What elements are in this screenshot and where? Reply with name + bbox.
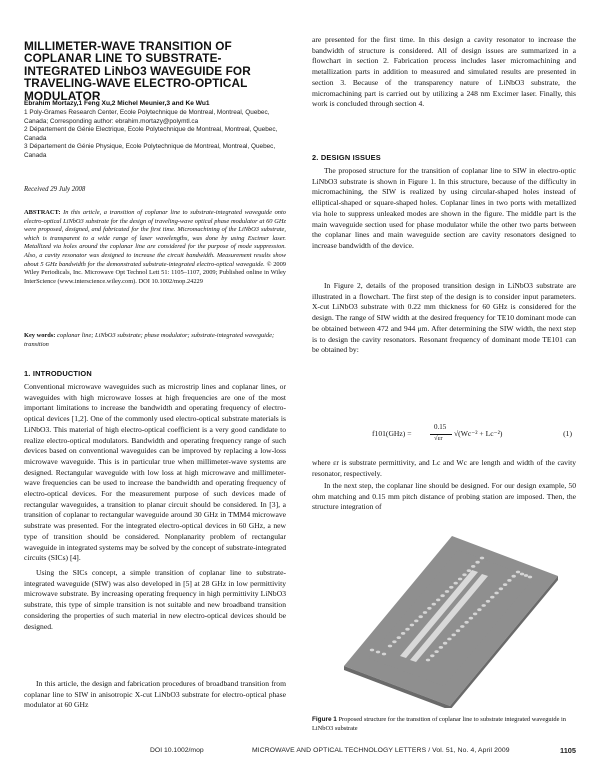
figure-1-caption-text: Proposed structure for the transition of coplanar line to substrate integrated waveguide in LiNbO3 substrate [312, 716, 566, 732]
via-hole [405, 628, 409, 631]
via-hole [432, 603, 436, 606]
via-hole [499, 587, 503, 590]
via-hole [426, 659, 430, 662]
via-hole [388, 645, 392, 648]
design-paragraph-4: In the next step, the coplanar line should be designed. For our design example, 50 ohm matching and 0.15 mm pitch distance of probing station are imposed. Then, the structure integration of [312, 481, 576, 512]
via-hole [469, 617, 473, 620]
equation-rhs: √(Wc⁻² + Lc⁻²) [454, 429, 503, 438]
via-hole [486, 600, 490, 603]
design-paragraph-2: In Figure 2, details of the proposed transition design in LiNbO3 substrate are illustrated in a flowchart. The first step of the design is to consider input parameters. X-cut LiNbO3 substrate with 0.22 mm thickness for 60 GHz is considered for the design. The range of SIW width at the desired frequency for TE10 dominant mode can be obtained between 472 and 944 μm. After determining the SIW width, the next step is to design the cavity resonators. Resonant frequency of dominant mode TE101 can be obtained by: [312, 281, 576, 355]
via-hole [382, 653, 386, 656]
keywords-label: Key words: [24, 332, 56, 339]
via-hole [414, 620, 418, 623]
equation-denominator: √εr [434, 435, 443, 442]
equation-numerator: 0.15 [434, 423, 447, 431]
via-hole [528, 576, 532, 579]
equation-lhs: f101(GHz) = [372, 429, 412, 438]
via-hole [452, 634, 456, 637]
equation-number: (1) [563, 429, 572, 438]
via-hole [507, 579, 511, 582]
via-hole [456, 629, 460, 632]
via-hole [370, 649, 374, 652]
via-hole [524, 574, 528, 577]
via-hole [490, 596, 494, 599]
via-hole [397, 636, 401, 639]
via-hole [520, 573, 524, 576]
via-hole [503, 583, 507, 586]
via-hole [376, 651, 380, 654]
intro-paragraph-1: Conventional microwave waveguides such as microstrip lines and coplanar lines, or waveguides with high microwave losses at high frequencies are one of the most important limitations to increase the bandwidth and operating frequency of electro-optical devices [1,2]. One of the commonly used electro-optical substrate materials is LiNbO3. This material of high electro-optical coefficient is a very good candidate to realize electro-optical modulators. Bandwidth and operating frequency range of such devices based on conventional waveguides can be improved by replacing a low-loss microwave waveguide. This is in particular true when millimeter-wave systems are designed. Rectangular waveguide with low loss at high microwave and millimeter-wave frequencies can be used to increase the bandwidth and operating frequency of electro-optical devices. For the measurement purpose of such devices made of rectangular waveguides, a transition to planar circuit should be considered. In [3], a transition of coplanar to rectangular waveguide around 30 GHz in TMM4 microwave substrate was presented. For the integrated electro-optical devices in 60 GHz, a new type of transition should be considered. Nonplanarity problem of rectangular waveguide in integrated systems may be solved by the concept of substrate-integrated circuits (SICs) [4]. [24, 382, 286, 563]
via-hole [462, 573, 466, 576]
via-hole [423, 611, 427, 614]
footer-doi: DOI 10.1002/mop [150, 747, 204, 754]
author-list: Ebrahim Mortazy,1 Feng Xu,2 Michel Meunier,3 and Ke Wu1 [24, 100, 210, 107]
footer-journal: MICROWAVE AND OPTICAL TECHNOLOGY LETTERS / Vol. 51, No. 4, April 2009 [252, 747, 510, 754]
via-hole [467, 569, 471, 572]
figure-1-label: Figure 1 [312, 716, 337, 723]
via-hole [477, 608, 481, 611]
right-continuation-paragraph: are presented for the first time. In this design a cavity resonator to increase the bandwidth of structure is considered. All of design issues are summarized in a flowchart in section 2. Fabrication process includes laser micromachining and metallization parts in addition to measured and simulated results are presented in section 3. Because of the transparency nature of LiNbO3 substrate, the micromachining part is carried out by utilizing a 248 nm Excimer laser. Finally, this work is concluded through section 4. [312, 35, 576, 109]
abstract-body: In this article, a transition of coplanar line to substrate-integrated waveguide onto electro-optical LiNbO3 substrate for the design of traveling-wave optical phase modulator at 60 GHz were proposed, designed, and fabricated for the first time. Micromachining of the LiNbO3 substrate, which is transparent to a wide range of laser wavelengths, was done by using Excimer laser. Metallized via holes around the coplanar line are considered for the purpose of mode suppression. Also, a cavity resonator was designed to increase the circuit bandwidth. Measurement results show about 5 GHz bandwidth for the demonstrated substrate-integrated electro-optical waveguide. [24, 209, 286, 268]
article-title: MILLIMETER-WAVE TRANSITION OF COPLANAR LINE TO SUBSTRATE-INTEGRATED LiNbO3 WAVEGUIDE FOR TRAVELING-WAVE ELECTRO-OPTICAL MODULATOR [24, 39, 251, 103]
via-hole [482, 604, 486, 607]
abstract-label: ABSTRACT: [24, 209, 61, 216]
figure-1-caption [312, 716, 576, 733]
via-hole [410, 624, 414, 627]
via-hole [458, 578, 462, 581]
intro-paragraph-2: Using the SICs concept, a simple transition of coplanar line to substrate-integrated waveguide (SIW) was also developed in [5] at 28 GHz in low permittivity microwave substrate. By increasing operating frequency in high permittivity LiNbO3 substrate, this type of simple transition is not suitable and new broadband transition considering the properties of such material in new electro-optical devices should be designed. [24, 568, 286, 631]
via-hole [430, 654, 434, 657]
design-paragraph-3: where εr is substrate permittivity, and Lc and Wc are length and width of the cavity resonator, respectively. [312, 458, 576, 478]
via-hole [512, 575, 516, 578]
via-hole [445, 590, 449, 593]
equation-1 [312, 423, 576, 447]
via-hole [436, 599, 440, 602]
section-heading-design: 2. DESIGN ISSUES [312, 153, 381, 162]
via-hole [460, 625, 464, 628]
received-date: Received 29 July 2008 [24, 186, 86, 193]
via-hole [447, 638, 451, 641]
via-hole [454, 582, 458, 585]
via-hole [494, 592, 498, 595]
figure-1-transition-structure [332, 496, 568, 708]
abstract-citation: © 2009 Wiley Periodicals, Inc. Microwave Opt Technol Lett 51: 1105–1107, 2009; Published online in Wiley InterScience (www.interscience.wiley.com). DOI 10.1002/mop.24229 [24, 260, 287, 285]
intro-paragraph-3: In this article, the design and fabrication procedures of broadband transition from coplanar line to SIW in anisotropic X-cut LiNbO3 substrate for electro-optical phase modulator at 60 GHz [24, 679, 286, 710]
via-hole [480, 557, 484, 560]
via-hole [392, 640, 396, 643]
abstract [24, 209, 286, 286]
via-hole [475, 561, 479, 564]
via-hole [440, 594, 444, 597]
via-hole [439, 646, 443, 649]
via-hole [419, 615, 423, 618]
via-hole [427, 607, 431, 610]
page-footer [0, 747, 600, 759]
keywords-body: coplanar line; LiNbO3 substrate; phase modulator; substrate-integrated waveguide; transition [24, 332, 275, 348]
affiliations [24, 109, 286, 161]
affiliation-1: 1 Poly-Grames Research Center, Ecole Polytechnique de Montreal, Montreal, Quebec, Canada; Corresponding author: ebrahim.mortazy@polymtl.ca [24, 109, 270, 125]
via-hole [516, 571, 520, 574]
via-hole [471, 565, 475, 568]
keywords [24, 332, 286, 349]
via-hole [443, 642, 447, 645]
affiliation-2: 2 Département de Génie Electrique, Ecole Polytechnique de Montreal, Montreal, Quebec, Canada [24, 126, 278, 142]
via-hole [473, 613, 477, 616]
section-heading-introduction: 1. INTRODUCTION [24, 369, 92, 378]
affiliation-3: 3 Département de Génie Physique, Ecole Polytechnique de Montreal, Montreal, Quebec, Canada [24, 143, 276, 159]
via-hole [401, 632, 405, 635]
via-hole [449, 586, 453, 589]
footer-page-number: 1105 [560, 746, 577, 755]
via-hole [464, 621, 468, 624]
design-paragraph-1: The proposed structure for the transition of coplanar line to SIW in electro-optic LiNbO3 substrate is shown in Figure 1. In this structure, because of the difficulty in micromachining, the SIW is realized by using circular-shaped holes instead of elliptical-shaped or square-shaped holes. Coplanar lines in two ports with metallized via hole to suppress unleaked modes are shown in the figure. The middle part is the main waveguide section used for phase modulator while the other two parts between the coplanar lines and main waveguide section are cavity resonators designed to increase bandwidth of the device. [312, 166, 576, 250]
via-hole [434, 650, 438, 653]
